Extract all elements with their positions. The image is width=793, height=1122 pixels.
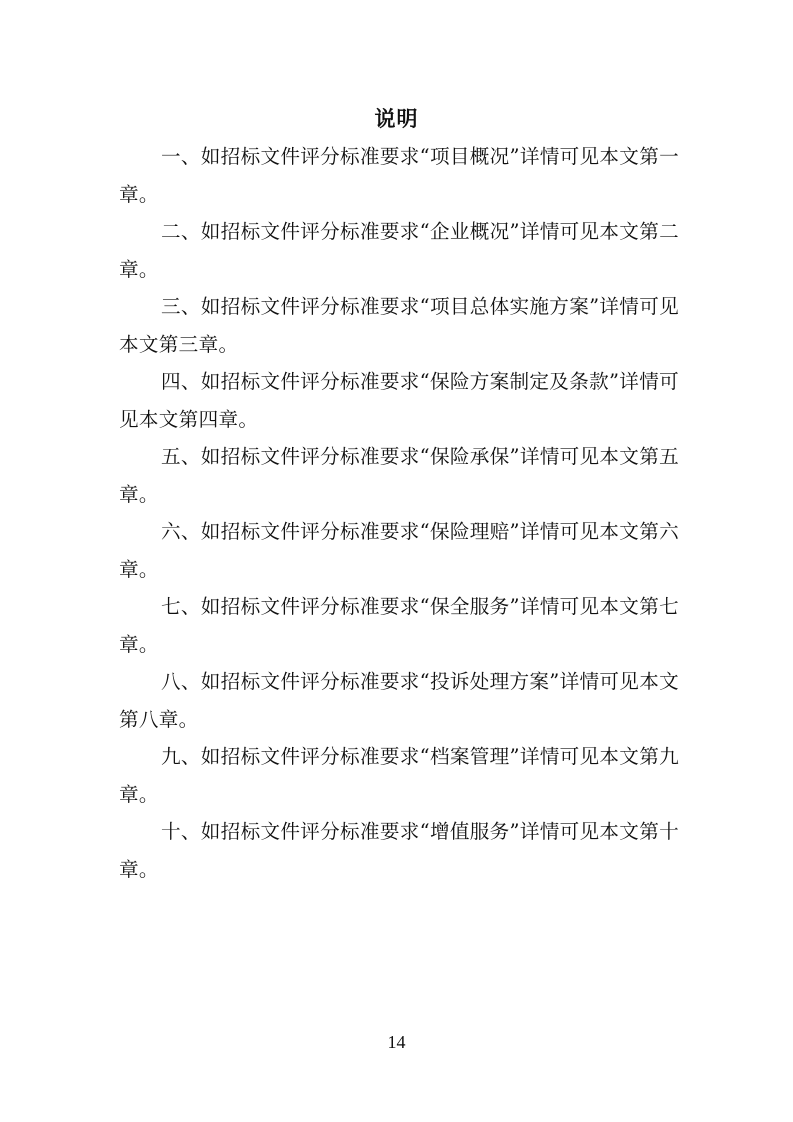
paragraph-5: 五、如招标文件评分标准要求“保险承保”详情可见本文第五章。 (119, 445, 679, 506)
paragraph-7: 七、如招标文件评分标准要求“保全服务”详情可见本文第七章。 (119, 595, 679, 656)
paragraph-3: 三、如招标文件评分标准要求“项目总体实施方案”详情可见本文第三章。 (119, 295, 679, 356)
paragraph-6: 六、如招标文件评分标准要求“保险理赔”详情可见本文第六章。 (119, 520, 679, 581)
paragraph-1: 一、如招标文件评分标准要求“项目概况”详情可见本文第一章。 (119, 145, 679, 206)
paragraph-10: 十、如招标文件评分标准要求“增值服务”详情可见本文第十章。 (119, 820, 679, 881)
page-number: 14 (387, 1032, 406, 1052)
paragraph-2: 二、如招标文件评分标准要求“企业概况”详情可见本文第二章。 (119, 220, 679, 281)
document-body (119, 138, 679, 888)
paragraph-9: 九、如招标文件评分标准要求“档案管理”详情可见本文第九章。 (119, 745, 679, 806)
paragraph-4: 四、如招标文件评分标准要求“保险方案制定及条款”详情可见本文第四章。 (119, 370, 679, 431)
paragraph-8: 八、如招标文件评分标准要求“投诉处理方案”详情可见本文第八章。 (119, 670, 679, 731)
page-title: 说明 (374, 106, 419, 131)
